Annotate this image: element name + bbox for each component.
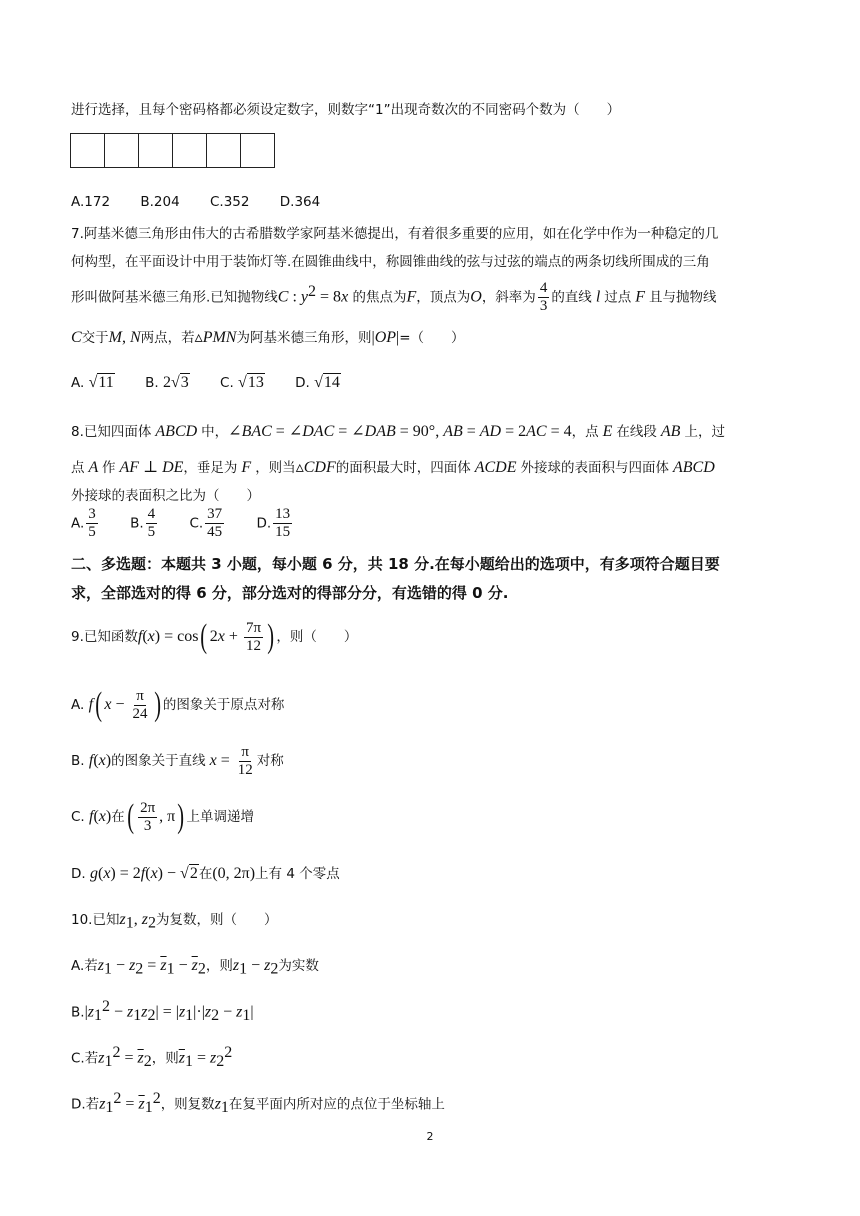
q6-option-b: B.204 (140, 194, 180, 210)
section-title-line1: 二、多选题：本题共 3 小题，每小题 6 分，共 18 分.在每小题给出的选项中，有多项符合题目要 (71, 555, 720, 573)
grid-cell (138, 133, 173, 168)
q9-option-d: D. g(x) = 2f(x) − √2在(0, 2π)上有 4 个零点 (71, 865, 340, 882)
q8-options: A. $\frac{3}{5}$ B. $\frac{4}{5}$ C. $\frac{37}{45}$ D. $\frac{13}{15}$ (71, 506, 291, 540)
q7-line2: 何构型，在平面设计中用于装饰灯等.在圆锥曲线中，称圆锥曲线的弦与过弦的端点的两条切线所围成的三角 (71, 254, 710, 270)
q6-options (71, 194, 346, 210)
password-grid (71, 133, 275, 168)
grid-cell (206, 133, 241, 168)
q10-stem: 10.已知$z_1$, $z_2$为复数，则（ ） (71, 911, 278, 932)
grid-cell (104, 133, 139, 168)
q9-option-c: C. f(x)在( $\frac{2\pi}{3}$ , π) 上单调递增 (71, 798, 255, 835)
grid-cell (172, 133, 207, 168)
grid-cell (240, 133, 275, 168)
grid-cell (70, 133, 105, 168)
page-number: 2 (426, 1130, 434, 1143)
q10-option-a: A.若$z_1 - z_2 = \overline{z}_1 - \overline{z}_2$，则$z_1 - z_2$为实数 (71, 957, 319, 978)
q8-line3: 外接球的表面积之比为（ ） (71, 488, 260, 504)
q6-option-a: A.172 (71, 194, 111, 210)
q7-line3: 形叫做阿基米德三角形.已知抛物线C : $y^2 = 8x$ 的焦点为F，顶点为O，斜率为 $\frac{4}{3}$ 的直线 l 过点 F 且与抛物线 (71, 280, 717, 314)
q6-option-d: D.364 (279, 194, 321, 210)
q6-stem: 进行选择，且每个密码格都必须设定数字，则数字“1”出现奇数次的不同密码个数为（ ） (71, 102, 621, 118)
q10-option-d: D.若$z_1^2 = \overline{z}_1^2$，则复数$z_1$在复平面内所对应的点位于坐标轴上 (71, 1090, 445, 1117)
q9-option-a: A. f( x − $\frac{\pi}{24}$ ) 的图象关于原点对称 (71, 686, 285, 723)
q7-line1: 7.阿基米德三角形由伟大的古希腊数学家阿基米德提出，有着很多重要的应用，如在化学中作为一种稳定的几 (71, 226, 719, 242)
q6-option-c: C.352 (209, 194, 250, 210)
q7-line4: C交于M, N两点，若▵PMN为阿基米德三角形，则|OP|=（ ） (71, 329, 465, 346)
q10-option-b: $B.|z_1^2 - z_1z_2| = |z_1|\cdot|z_2 - z_1|$ (71, 998, 254, 1025)
q7-options: A. √11 B. 2√3 C. √13 D. √14 (71, 374, 340, 391)
q8-line2: 点 A 作 AF ⊥ DE，垂足为 F ，则当▵CDF的面积最大时，四面体 ACDE 外接球的表面积与四面体 ABCD (71, 459, 715, 476)
q8-line1: 8.已知四面体 ABCD 中，∠BAC = ∠DAC = ∠DAB = 90°, AB = AD = 2AC = 4，点 E 在线段 AB 上，过 (71, 423, 725, 440)
q9-stem: 9.已知函数f(x) = cos( 2x + $\frac{7\pi}{12}$ ) ，则（ ） (71, 618, 358, 655)
section-title-line2: 求，全部选对的得 6 分，部分选对的得部分分，有选错的得 0 分. (71, 584, 509, 602)
q10-option-c: C.若$z_1^2 = \overline{z}_2$，则$\overline{z}_1 = z_2^2$ (71, 1044, 233, 1071)
q9-option-b: B. f(x)的图象关于直线 x = $\frac{\pi}{12}$ 对称 (71, 743, 284, 778)
